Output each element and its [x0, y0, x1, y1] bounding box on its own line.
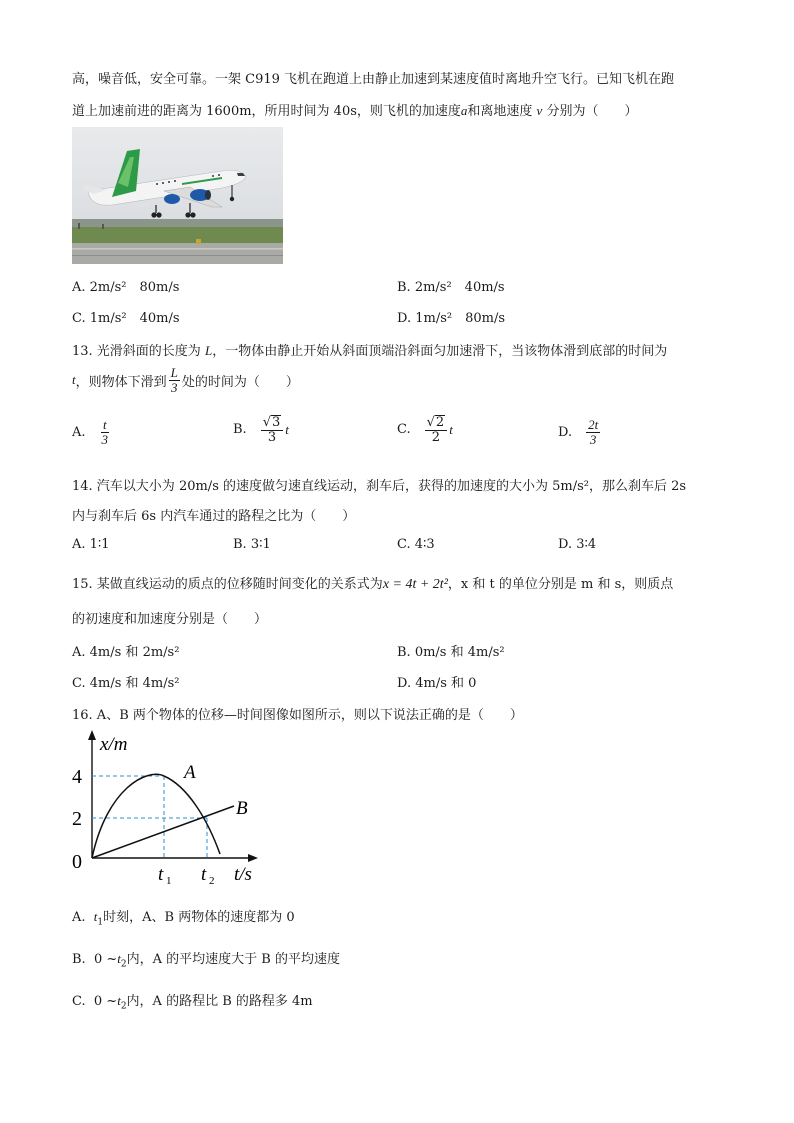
q15-option-a[interactable]: A. 4m/s 和 2m/s² — [72, 645, 180, 660]
q13-option-d-label: D. — [558, 424, 573, 440]
q15-option-d[interactable]: D. 4m/s 和 0 — [397, 676, 477, 691]
q13-option-b[interactable] — [233, 415, 289, 444]
q13-option-b-t: t — [285, 421, 289, 437]
q16-option-a-text: 时刻，A、B 两物体的速度都为 0 — [103, 910, 295, 925]
q12-line-2-c: 分别为（ ） — [546, 104, 638, 119]
q16-option-b-range: 0 ~ — [93, 952, 118, 967]
y-axis-arrow — [88, 730, 96, 740]
symbol-v: v — [536, 103, 543, 118]
q16-option-a-sub: 1 — [97, 917, 104, 928]
q16-option-b-text: 内，A 的平均速度大于 B 的平均速度 — [126, 952, 340, 967]
symbol-L: L — [204, 343, 213, 358]
q13-option-d[interactable] — [558, 418, 602, 446]
q16-option-c-text: 内，A 的路程比 B 的路程多 4m — [126, 994, 313, 1009]
line-b-label: B — [236, 798, 248, 819]
q16-option-c-sub: 2 — [120, 1001, 127, 1012]
q15-line-2: 的初速度和加速度分别是（ ） — [72, 612, 268, 627]
q13-line-2-a: ，则物体下滑到 — [75, 374, 167, 390]
q16-option-b[interactable] — [72, 948, 340, 970]
q14-option-d[interactable]: D. 3∶4 — [558, 537, 597, 552]
q16-option-c-label: C. — [72, 994, 86, 1009]
origin-label: 0 — [72, 851, 82, 873]
q13-option-c-fraction: $\frac{√2}{2}$ — [425, 415, 448, 444]
x-tick-t1-sub: 1 — [166, 875, 172, 887]
q16-option-c-range: 0 ~ — [93, 994, 118, 1009]
q13-option-a-label: A. — [72, 424, 86, 440]
x-tick-t1: t — [158, 864, 164, 885]
q16-option-b-sub: 2 — [120, 959, 127, 970]
q12-line-2-b: 和离地速度 — [467, 104, 533, 119]
symbol-t: t — [72, 372, 76, 388]
curve-a-label: A — [184, 762, 196, 783]
q14-line-1: 14. 汽车以大小为 20m/s 的速度做匀速直线运动，刹车后，获得的加速度的大小为 5m/s²，那么刹车后 2s — [72, 479, 687, 494]
fraction-L-over-3: $\frac{L}{3}$ — [170, 365, 178, 395]
q15-formula: x = 4t + 2t² — [382, 577, 448, 592]
y-tick-4: 4 — [72, 766, 82, 788]
q15-option-b[interactable]: B. 0m/s 和 4m/s² — [397, 645, 505, 660]
q15-line-1 — [72, 573, 673, 593]
q13-line-1-b: ，一物体由静止开始从斜面顶端沿斜面匀加速滑下，当该物体滑到底部的时间为 — [212, 344, 668, 359]
q13-option-a-fraction: $\frac{t}{3}$ — [101, 417, 109, 447]
q13-option-a[interactable] — [72, 418, 112, 446]
q12-option-d[interactable]: D. 1m/s² 80m/s — [397, 311, 506, 326]
q13-option-c-label: C. — [397, 422, 411, 438]
q12-option-b[interactable]: B. 2m/s² 40m/s — [397, 280, 505, 295]
x-tick-t2-sub: 2 — [209, 875, 215, 887]
q13-option-c-t: t — [449, 421, 453, 437]
q16-option-b-label: B. — [72, 952, 86, 967]
q16-option-a-label: A. — [72, 910, 86, 925]
q16-option-a[interactable] — [72, 906, 295, 928]
q13-line-2 — [72, 366, 299, 394]
y-axis-label: x/m — [100, 734, 128, 755]
q16-option-c[interactable] — [72, 990, 313, 1012]
q16-xt-graph — [62, 728, 272, 890]
q15-option-c[interactable]: C. 4m/s 和 4m/s² — [72, 676, 180, 691]
q13-line-1 — [72, 340, 667, 359]
q13-option-c[interactable] — [397, 415, 453, 444]
q13-option-d-fraction: $\frac{2t}{3}$ — [588, 417, 599, 447]
q16-option-b-t: t — [117, 951, 121, 966]
q14-line-2: 内与刹车后 6s 内汽车通过的路程之比为（ ） — [72, 509, 356, 524]
q14-option-a[interactable]: A. 1∶1 — [72, 537, 110, 552]
q12-line-2-a: 道上加速前进的距离为 1600m，所用时间为 40s，则飞机的加速度 — [72, 104, 461, 119]
q16-option-a-t: t — [93, 909, 98, 924]
symbol-a: a — [460, 103, 468, 118]
q14-option-b[interactable]: B. 3∶1 — [233, 537, 271, 552]
q15-line-1-b: ，x 和 t 的单位分别是 m 和 s，则质点 — [447, 577, 674, 592]
q13-line-1-a: 13. 光滑斜面的长度为 — [72, 344, 201, 359]
q15-line-1-a: 15. 某做直线运动的质点的位移随时间变化的关系式为 — [72, 577, 383, 592]
q13-option-b-label: B. — [233, 422, 247, 438]
q13-option-b-fraction: $\frac{√3}{3}$ — [261, 415, 284, 444]
q12-line-2 — [72, 100, 637, 119]
x-axis-label: t/s — [234, 864, 252, 885]
q16-option-c-t: t — [117, 993, 121, 1008]
y-tick-2: 2 — [72, 808, 82, 830]
curve-a — [92, 774, 220, 858]
x-tick-t2: t — [201, 864, 207, 885]
q13-line-2-b: 处的时间为（ ） — [181, 374, 299, 390]
x-axis-arrow — [248, 854, 258, 862]
q16-stem: 16. A、B 两个物体的位移—时间图像如图所示，则以下说法正确的是（ ） — [72, 708, 523, 723]
q14-option-c[interactable]: C. 4∶3 — [397, 537, 435, 552]
q12-option-c[interactable]: C. 1m/s² 40m/s — [72, 311, 180, 326]
c919-airplane-photo — [72, 127, 283, 264]
line-b — [92, 806, 234, 858]
q12-line-1: 高，噪音低，安全可靠。一架 C919 飞机在跑道上由静止加速到某速度值时离地升空飞行。已知飞机在跑 — [72, 72, 675, 87]
q12-option-a[interactable]: A. 2m/s² 80m/s — [72, 280, 180, 295]
